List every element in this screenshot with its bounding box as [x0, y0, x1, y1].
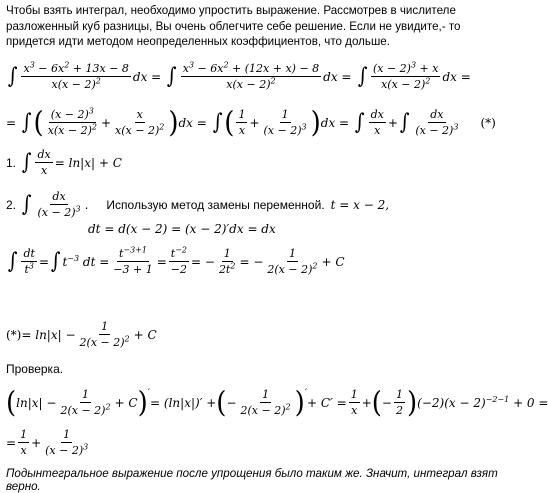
- fraction: $\frac{x}{x(x - 2)^2}$: [115, 108, 165, 137]
- fraction: $\frac{1}{(x - 2)^3}$: [263, 108, 307, 137]
- equation-line-1: ∫ $\frac{x^3 - 6x^2 + 13x - 8}{x(x - 2)^2}$ dx = ∫ $\frac{x^3 - 6x^2 + (12x + x) - 8}{x(x - 2)^2}$ dx = ∫ $\frac{(x - 2)^3 + x}{x(x - 2)^2}$ dx =: [7, 60, 471, 91]
- fraction: $\frac{1}{(x - 2)^3}$: [45, 428, 89, 457]
- fraction: $\frac{dx}{x}$: [37, 148, 51, 177]
- step-1-label: 1.: [6, 155, 17, 170]
- integral-sign: ∫: [21, 109, 32, 135]
- final-text: Подынтегральное выражение после упрощения было таким же. Значит, интеграл взят верно.: [6, 467, 498, 493]
- fraction: $\frac{x^3 - 6x^2 + (12x + x) - 8}{x(x - 2)^2}$: [182, 60, 320, 91]
- fraction: $\frac{dx}{(x - 2)^3}$: [37, 190, 81, 219]
- substitution-dt: dt = d(x − 2) = (x − 2)′dx = dx: [88, 222, 276, 236]
- fraction: $\frac{t^{-3+1}}{-3 + 1}$: [113, 245, 153, 276]
- fraction: $\frac{dx}{x}$: [370, 108, 384, 137]
- fraction: $\frac{(x - 2)^3 + x}{x(x - 2)^2}$: [372, 60, 439, 91]
- fraction: $\frac{x^3 - 6x^2 + 13x - 8}{x(x - 2)^2}$: [23, 60, 129, 91]
- step-2-label: 2.: [6, 197, 17, 212]
- fraction: $\frac{(x - 2)^3}{x(x - 2)^2}$: [47, 106, 97, 137]
- result-line: (*) = ln|x| − $\frac{1}{2(x - 2)^2}$ + C: [6, 320, 157, 349]
- substitution-text: Использую метод замены переменной.: [106, 197, 325, 212]
- fraction: $\frac{dx}{(x - 2)^3}$: [415, 108, 459, 137]
- integral-sign: ∫: [357, 63, 368, 89]
- step-1: 1. ∫ $\frac{dx}{x}$ = ln|x| + C: [6, 148, 122, 177]
- integral-sign: ∫: [399, 109, 410, 135]
- fraction: $\frac{1}{2(x - 2)^2}$: [79, 320, 130, 349]
- integral-sign: ∫: [21, 149, 32, 175]
- fraction: $\frac{t^{-2}}{-2}$: [170, 245, 187, 276]
- equation-t-integral: ∫ $\frac{dt}{t^3}$ = ∫ $t^{-3}$ dt = $\frac{t^{-3+1}}{-3 + 1}$ = $\frac{t^{-2}}{-2}$ = − $\frac{1}{2t^2}$ = − $\frac{1}{2(x - 2)^2}$ + C: [7, 245, 345, 276]
- fraction: $\frac{1}{2(x - 2)^2}$: [60, 388, 111, 417]
- check-result: = $\frac{1}{x}$ + $\frac{1}{(x - 2)^3}$: [6, 428, 89, 457]
- integral-sign: ∫: [7, 248, 18, 274]
- step-2: 2. ∫ $\frac{dx}{(x - 2)^3}$ . Использую метод замены переменной. t = x − 2,: [6, 190, 390, 219]
- check-label: Проверка.: [6, 362, 64, 376]
- check-line: ( ln|x| − $\frac{1}{2(x - 2)^2}$ + C ) ′ = (ln|x|)′ + ( − $\frac{1}{2(x - 2)^2}$ ) ′ + C′ = $\frac{1}{x}$ + ( − $\frac{1}{2}$ ) $(-2)(x - 2)^{-2-1} + 0$ =: [6, 386, 548, 419]
- integral-sign: ∫: [50, 248, 61, 274]
- fraction: $\frac{1}{2t^2}$: [218, 247, 236, 276]
- fraction: $\frac{1}{x}$: [20, 428, 28, 457]
- fraction: $\frac{dt}{t^3}$: [23, 247, 35, 276]
- integral-sign: ∫: [354, 109, 365, 135]
- integral-sign: ∫: [21, 191, 32, 217]
- fraction: $\frac{1}{2(x - 2)^2}$: [267, 247, 318, 276]
- equation-line-2: = ∫ ( $\frac{(x - 2)^3}{x(x - 2)^2}$ + $\frac{x}{x(x - 2)^2}$ ) dx = ∫ ( $\frac{1}{x}$ + $\frac{1}{(x - 2)^3}$ ) dx = ∫ $\frac{dx}{x}$ + ∫ $\frac{dx}{(x - 2)^3}$ (*): [6, 106, 496, 139]
- integral-sign: ∫: [212, 109, 223, 135]
- star-marker: (*): [480, 115, 496, 130]
- fraction: $\frac{1}{x}$: [238, 108, 246, 137]
- integral-sign: ∫: [167, 63, 177, 89]
- fraction: $\frac{1}{x}$: [350, 388, 358, 417]
- fraction: $\frac{1}{2(x - 2)^2}$: [240, 388, 291, 417]
- intro-text: Чтобы взять интеграл, необходимо упростить выражение. Рассмотрев в числителе разложенный куб разницы, Вы очень облегчите себе решение. Если не увидите,- то придется идти методом неопределенных коэффициентов, что дольше.: [6, 4, 461, 48]
- integral-sign: ∫: [7, 63, 18, 89]
- fraction: $\frac{1}{2}$: [395, 388, 403, 417]
